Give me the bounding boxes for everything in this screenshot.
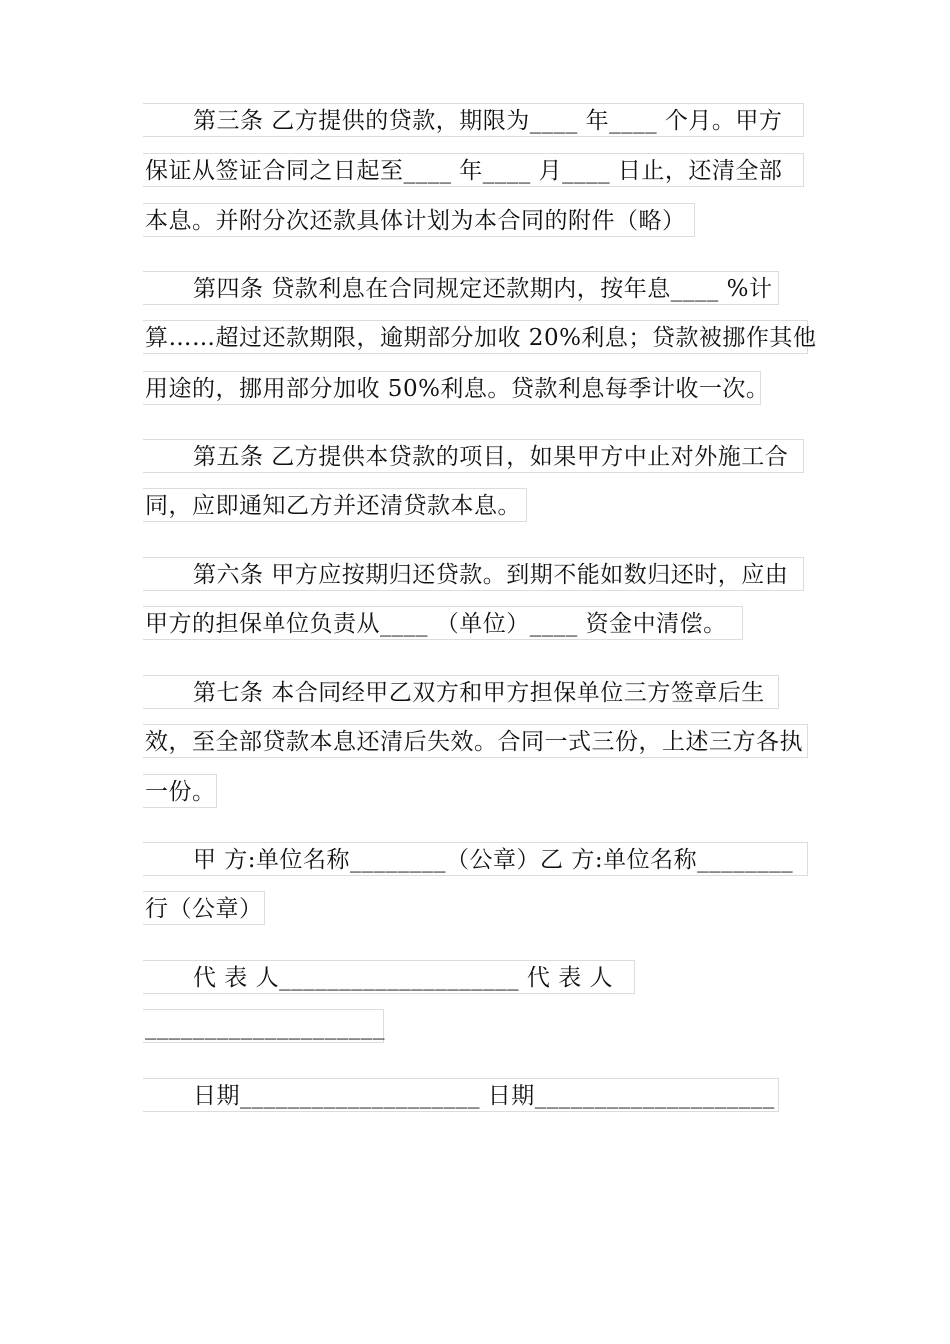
- article-7-line-3: 一份。: [143, 774, 217, 808]
- dates-line-1: 日期____________________ 日期____________________: [143, 1078, 779, 1112]
- article-6-line-2: 甲方的担保单位负责从____ （单位）____ 资金中清偿。: [143, 606, 743, 640]
- article-5-line-2: 同，应即通知乙方并还清贷款本息。: [143, 488, 527, 522]
- party-names-line-2: 行（公章）: [143, 891, 265, 925]
- article-3-line-3: 本息。并附分次还款具体计划为本合同的附件（略）: [143, 203, 695, 237]
- article-4-line-2: 算……超过还款期限，逾期部分加收 20%利息；贷款被挪作其他: [143, 320, 808, 354]
- article-6-line-1: 第六条 甲方应按期归还贷款。到期不能如数归还时，应由: [143, 557, 804, 591]
- article-7-line-1: 第七条 本合同经甲乙双方和甲方担保单位三方签章后生: [143, 675, 779, 709]
- article-3-line-1: 第三条 乙方提供的贷款，期限为____ 年____ 个月。甲方: [143, 103, 804, 137]
- article-3-line-2: 保证从签证合同之日起至____ 年____ 月____ 日止，还清全部: [143, 153, 804, 187]
- article-4-line-1: 第四条 贷款利息在合同规定还款期内，按年息____ %计: [143, 271, 779, 305]
- representatives-line-2: ____________________: [143, 1009, 384, 1043]
- article-7-line-2: 效，至全部贷款本息还清后失效。合同一式三份，上述三方各执: [143, 724, 808, 758]
- party-names-line-1: 甲 方:单位名称________（公章）乙 方:单位名称________: [143, 842, 808, 876]
- article-4-line-3: 用途的，挪用部分加收 50%利息。贷款利息每季计收一次。: [143, 371, 761, 405]
- representatives-line-1: 代 表 人____________________ 代 表 人: [143, 960, 635, 994]
- article-5-line-1: 第五条 乙方提供本贷款的项目，如果甲方中止对外施工合: [143, 439, 804, 473]
